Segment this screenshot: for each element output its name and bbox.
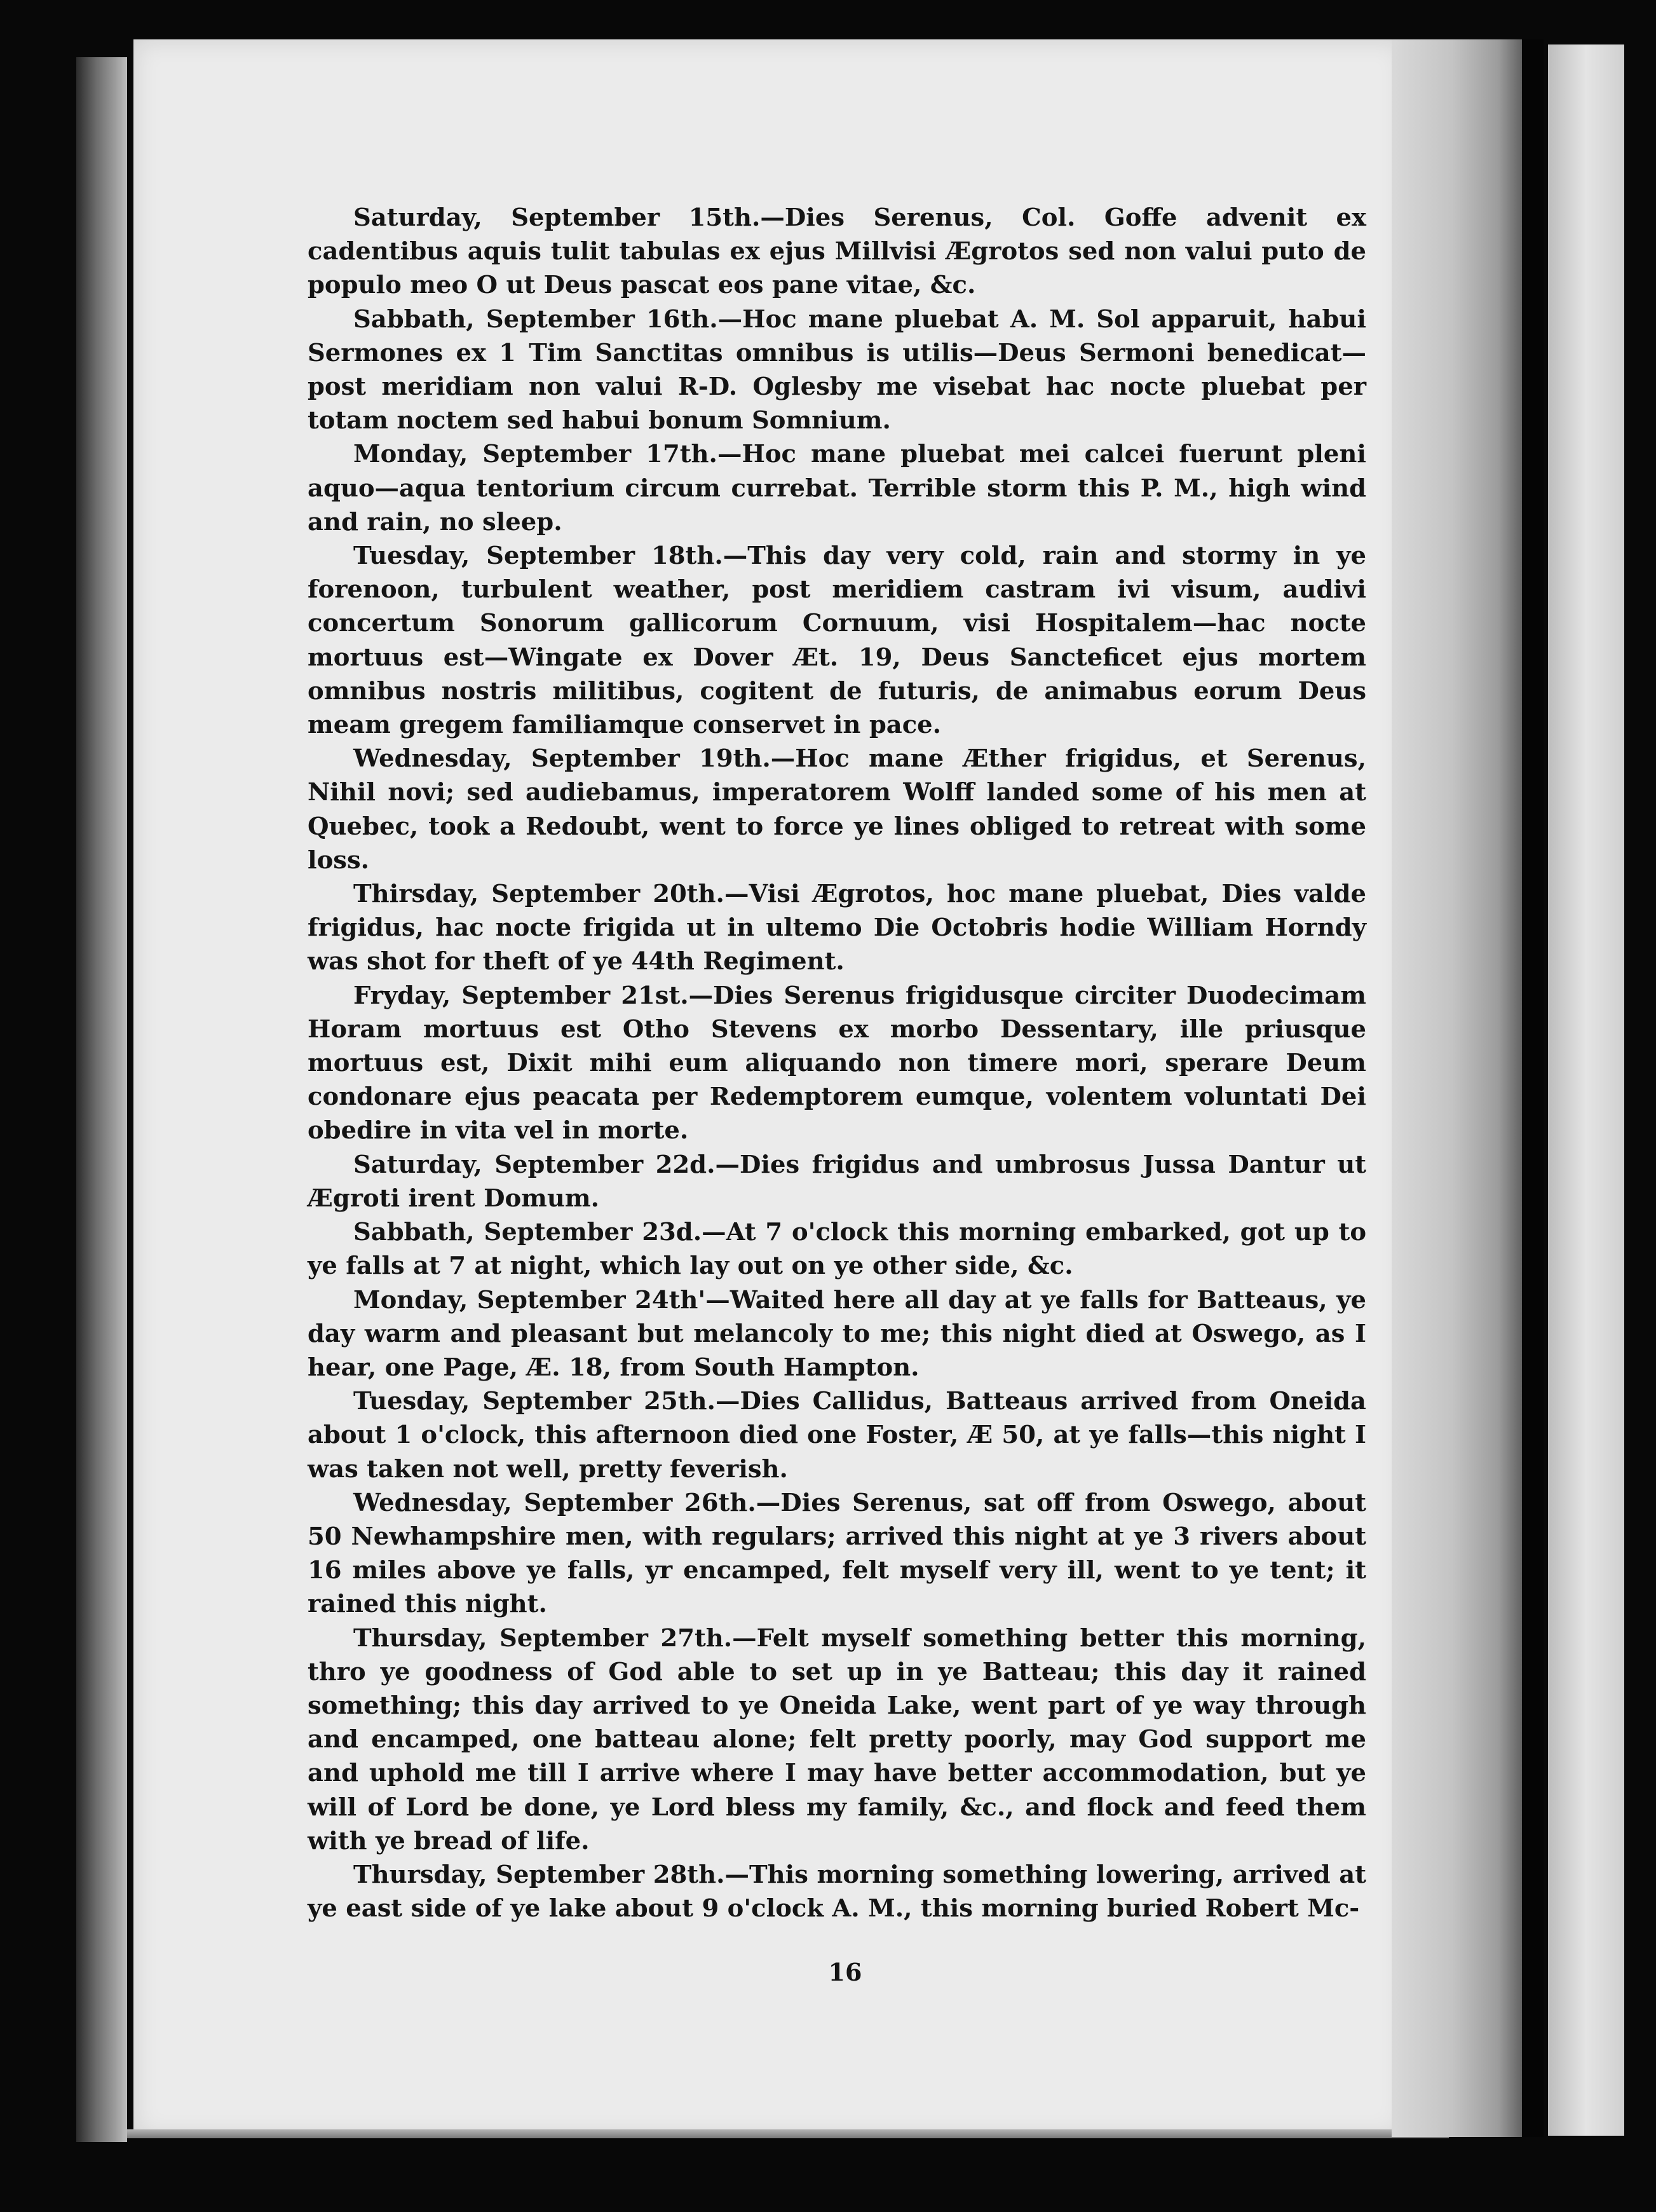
diary-entry: Tuesday, September 18th.—This day very cold, rain and stormy in ye forenoon, turbulent weather, post meridiem castram ivi visum, audivi concertum Sonorum gallicorum Cornuum, visi Hospitalem—hac nocte mortuus est—Wingate ex Dover Æt. 19, Deus Sancteficet ejus mortem omnibus nostris militibus, cogitent de futuris, de animabus eorum Deus meam gregem familiamque conservet in pace.: [308, 542, 1366, 740]
facing-page-edge: [1548, 44, 1624, 2136]
page-number: 16: [828, 1958, 862, 1986]
book-gutter: [1392, 39, 1525, 2137]
diary-entry: Fryday, September 21st.—Dies Serenus frigidusque circiter Duodecimam Horam mortuus est Otho Stevens ex morbo Dessentary, ille priusque mortuus est, Dixit mihi eum aliquando non timere mori, sperare Deum condonare ejus peacata per Redemptorem eumque, volentem voluntati Dei obedire in vita vel in morte.: [308, 981, 1366, 1145]
diary-entry: Monday, September 24th'—Waited here all day at ye falls for Batteaus, ye day warm and pleasant but melancoly to me; this night died at Oswego, as I hear, one Page, Æ. 18, from South Hampton.: [308, 1285, 1366, 1382]
diary-entry: Wednesday, September 26th.—Dies Serenus, sat off from Oswego, about 50 Newhampshire men, with regulars; arrived this night at ye 3 rivers about 16 miles above ye falls, yr encamped, felt myself very ill, went to ye tent; it rained this night.: [308, 1488, 1366, 1619]
diary-entry: Saturday, September 22d.—Dies frigidus and umbrosus Jussa Dantur ut Ægroti irent Domum.: [308, 1150, 1366, 1213]
page-bottom-edge: [127, 2129, 1449, 2138]
diary-entry: Thursday, September 27th.—Felt myself something better this morning, thro ye goodness of God able to set up in ye Batteau; this day it rained something; this day arrived to ye Oneida Lake, went part of ye way through and encamped, one batteau alone; felt pretty poorly, may God support me and uphold me till I arrive where I may have better accommodation, but ye will of Lord be done, ye Lord bless my family, &c., and flock and feed them with ye bread of life.: [308, 1623, 1366, 1855]
diary-entry: Thursday, September 28th.—This morning something lowering, arrived at ye east side of ye lake about 9 o'clock A. M., this morning buried Robert Mc-: [308, 1860, 1366, 1923]
left-page-edge: [76, 57, 127, 2142]
diary-entry: Monday, September 17th.—Hoc mane pluebat mei calcei fuerunt pleni aquo—aqua tentorium circum currebat. Terrible storm this P. M., high wind and rain, no sleep.: [308, 440, 1366, 536]
diary-entry: Thirsday, September 20th.—Visi Ægrotos, hoc mane pluebat, Dies valde frigidus, hac nocte frigida ut in ultemo Die Octobris hodie William Horndy was shot for theft of ye 44th Regiment.: [308, 880, 1366, 976]
diary-entry: Saturday, September 15th.—Dies Serenus, Col. Goffe advenit ex cadentibus aquis tulit tabulas ex ejus Millvisi Ægrotos sed non valui puto de populo meo O ut Deus pascat eos pane vitae, &c.: [308, 203, 1366, 300]
diary-entry: Wednesday, September 19th.—Hoc mane Æther frigidus, et Serenus, Nihil novi; sed audiebamus, imperatorem Wolff landed some of his men at Quebec, took a Redoubt, went to force ye lines obliged to retreat with some loss.: [308, 744, 1366, 875]
diary-text: [308, 201, 1366, 1925]
book-spine: [1522, 39, 1544, 2137]
diary-entry: Sabbath, September 23d.—At 7 o'clock this morning embarked, got up to ye falls at 7 at night, which lay out on ye other side, &c.: [308, 1218, 1366, 1281]
diary-entry: Sabbath, September 16th.—Hoc mane pluebat A. M. Sol apparuit, habui Sermones ex 1 Tim Sanctitas omnibus is utilis—Deus Sermoni benedicat—post meridiam non valui R-D. Oglesby me visebat hac nocte pluebat per totam noctem sed habui bonum Somnium.: [308, 304, 1366, 435]
diary-entry: Tuesday, September 25th.—Dies Callidus, Batteaus arrived from Oneida about 1 o'clock, this afternoon died one Foster, Æ 50, at ye falls—this night I was taken not well, pretty feverish.: [308, 1387, 1366, 1484]
